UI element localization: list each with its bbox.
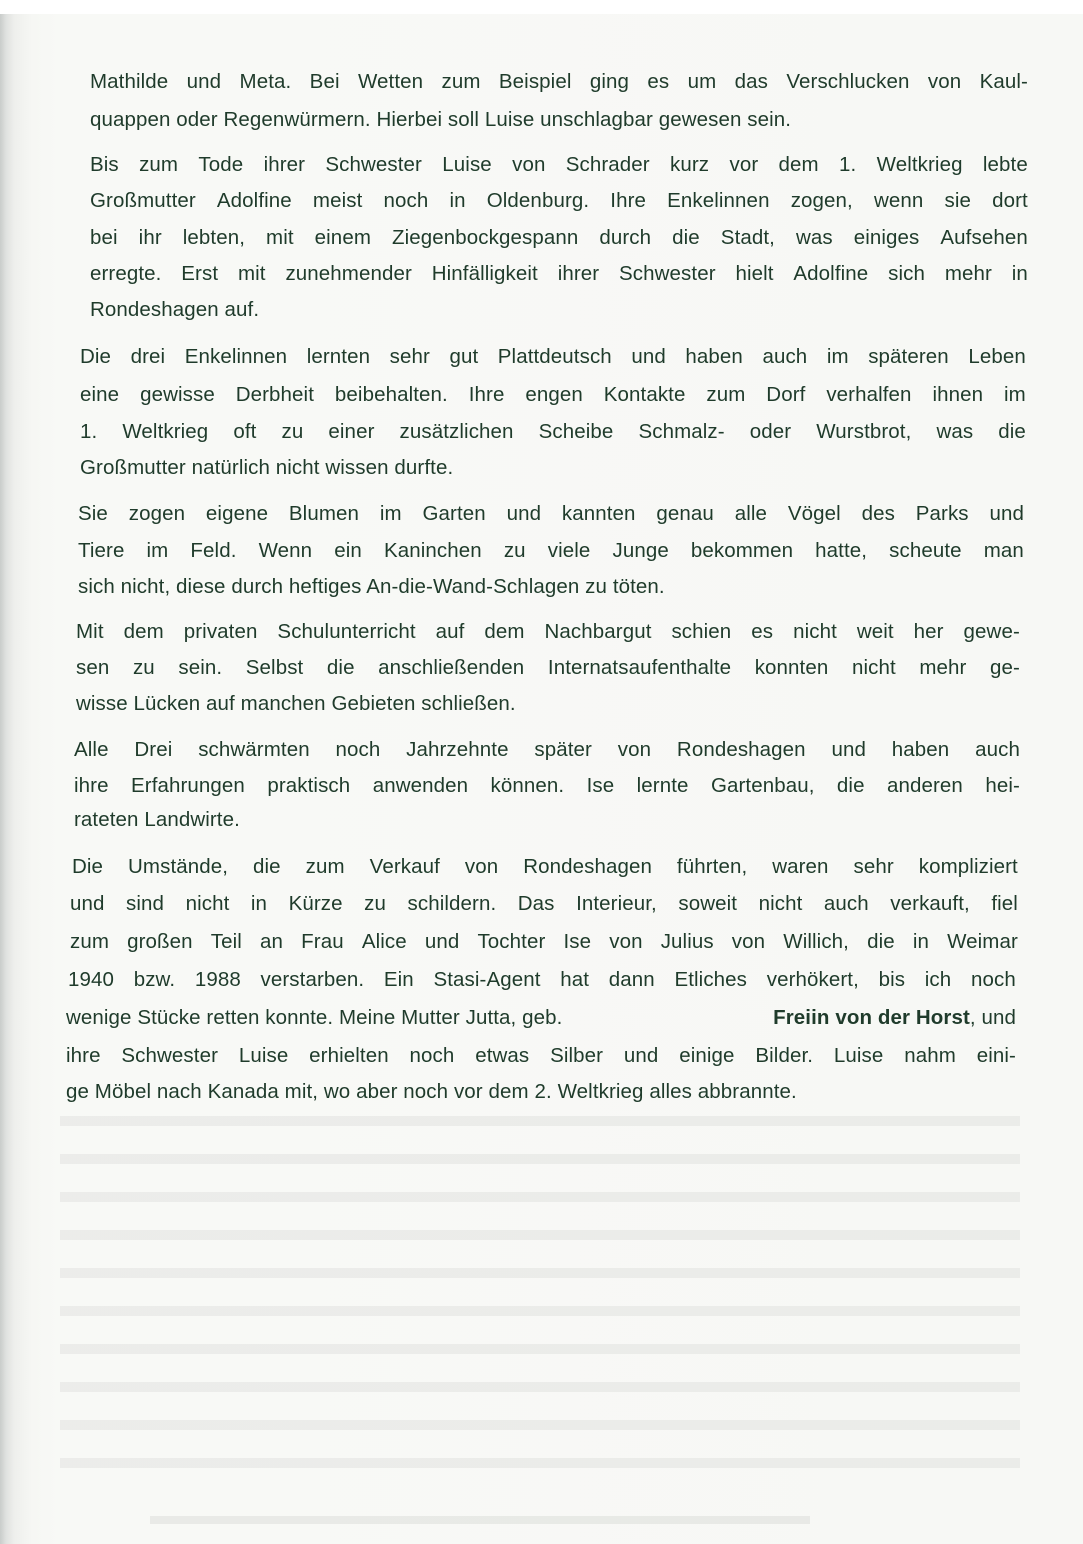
word: Erfahrungen bbox=[131, 774, 245, 797]
word: durch bbox=[599, 226, 652, 249]
word: Großmutter bbox=[90, 189, 196, 212]
word: Etliches bbox=[674, 968, 748, 991]
word: Sie bbox=[78, 502, 108, 525]
word: Wenn bbox=[258, 539, 313, 562]
word: lernte bbox=[636, 774, 689, 797]
word: Willich, bbox=[783, 930, 849, 953]
word: weit bbox=[856, 620, 894, 643]
word: Ise bbox=[586, 774, 615, 797]
word: Junge bbox=[612, 539, 669, 562]
word: von bbox=[464, 855, 499, 878]
word: schien bbox=[671, 620, 732, 643]
word: gewisse bbox=[140, 383, 215, 406]
word: 1940 bbox=[68, 968, 115, 991]
word: Enkelinnen bbox=[184, 345, 288, 368]
word: und bbox=[631, 345, 666, 368]
word: bzw. bbox=[133, 968, 176, 991]
word: ein bbox=[334, 539, 362, 562]
word: zusätzlichen bbox=[399, 420, 514, 443]
word: Teil bbox=[210, 930, 242, 953]
word: auf bbox=[435, 620, 465, 643]
word: zu bbox=[132, 656, 155, 679]
word: verhökert, bbox=[766, 968, 859, 991]
word: Schwester bbox=[619, 262, 716, 285]
word: hei- bbox=[985, 774, 1020, 797]
word: oder bbox=[749, 420, 792, 443]
word: eine bbox=[80, 383, 120, 406]
bold-name: Freiin von der Horst bbox=[773, 1006, 970, 1029]
word: sen bbox=[76, 656, 110, 679]
word: mehr bbox=[944, 262, 992, 285]
word: Rondeshagen bbox=[523, 855, 652, 878]
text-line bbox=[78, 502, 1024, 526]
word: von bbox=[927, 70, 962, 93]
word: dem bbox=[123, 620, 164, 643]
word: sie bbox=[944, 189, 971, 212]
text-line: quappen oder Regenwürmern. Hierbei soll Luise unschlagbar gewesen sein. bbox=[90, 108, 792, 131]
word: können. bbox=[490, 774, 565, 797]
word: Alle bbox=[74, 738, 109, 761]
word: Luise bbox=[833, 1044, 884, 1067]
word: zu bbox=[503, 539, 526, 562]
word: nahm bbox=[904, 1044, 956, 1067]
word: auch bbox=[762, 345, 808, 368]
text-line bbox=[66, 1044, 1016, 1068]
text-line bbox=[90, 70, 1028, 94]
word: ihnen bbox=[932, 383, 984, 406]
word: Adolfine bbox=[793, 262, 869, 285]
word: kannten bbox=[561, 502, 636, 525]
text-line bbox=[74, 738, 1020, 762]
word: Nachbargut bbox=[544, 620, 652, 643]
word: erhielten bbox=[309, 1044, 389, 1067]
text-line bbox=[76, 620, 1020, 644]
word: Schwester bbox=[121, 1044, 219, 1067]
word: Weltkrieg bbox=[122, 420, 209, 443]
word: noch bbox=[409, 1044, 455, 1067]
word: auch bbox=[823, 892, 869, 915]
word: gut bbox=[449, 345, 479, 368]
word: im bbox=[146, 539, 169, 562]
word: praktisch bbox=[267, 774, 351, 797]
word: ihr bbox=[138, 226, 162, 249]
word: Schwester bbox=[325, 153, 422, 176]
word: und bbox=[623, 1044, 659, 1067]
word: zunehmender bbox=[285, 262, 412, 285]
word: dem bbox=[778, 153, 819, 176]
word: und bbox=[186, 70, 222, 93]
word: an bbox=[260, 930, 284, 953]
word: Gartenbau, bbox=[710, 774, 815, 797]
word: engen bbox=[525, 383, 583, 406]
word: Hinfälligkeit bbox=[431, 262, 538, 285]
word: noch bbox=[335, 738, 381, 761]
text-line-start: wenige Stücke retten konnte. Meine Mutter Jutta, geb. bbox=[66, 1006, 563, 1029]
word: oft bbox=[233, 420, 257, 443]
word: die bbox=[672, 226, 700, 249]
word: ihre bbox=[66, 1044, 101, 1067]
word: Die bbox=[80, 345, 112, 368]
word: Schmalz- bbox=[638, 420, 725, 443]
word: fiel bbox=[991, 892, 1018, 915]
word: zum bbox=[139, 153, 179, 176]
word: schildern. bbox=[407, 892, 497, 915]
bold-name-group bbox=[773, 1006, 1016, 1030]
word: auch bbox=[975, 738, 1020, 761]
text-line bbox=[68, 968, 1016, 992]
text-line bbox=[90, 153, 1028, 177]
word: haben bbox=[891, 738, 950, 761]
word: Feld. bbox=[190, 539, 237, 562]
word: man bbox=[983, 539, 1024, 562]
word: im bbox=[1004, 383, 1026, 406]
word: Kaul- bbox=[979, 70, 1028, 93]
word: Umstände, bbox=[128, 855, 229, 878]
word: Meta. bbox=[239, 70, 292, 93]
text-line: rateten Landwirte. bbox=[74, 808, 240, 831]
word: die bbox=[867, 930, 895, 953]
word: späteren bbox=[868, 345, 949, 368]
word: alle bbox=[734, 502, 768, 525]
word: die bbox=[836, 774, 865, 797]
word: bis bbox=[878, 968, 906, 991]
word: wenn bbox=[873, 189, 924, 212]
word: Aufsehen bbox=[940, 226, 1028, 249]
word: nicht bbox=[851, 656, 896, 679]
word: sind bbox=[126, 892, 165, 915]
text-line bbox=[66, 1006, 1016, 1030]
word: Weltkrieg bbox=[876, 153, 963, 176]
word: hatte, bbox=[815, 539, 868, 562]
word: Beispiel bbox=[498, 70, 572, 93]
word: waren bbox=[772, 855, 829, 878]
word: ging bbox=[589, 70, 630, 93]
word: Interieur, bbox=[576, 892, 657, 915]
word: drei bbox=[130, 345, 166, 368]
word: Tiere bbox=[78, 539, 125, 562]
text-line bbox=[90, 226, 1028, 250]
text-line bbox=[80, 383, 1026, 407]
word: sehr bbox=[389, 345, 430, 368]
word: nicht bbox=[793, 620, 837, 643]
word: Adolfine bbox=[216, 189, 292, 212]
word: Derbheit bbox=[235, 383, 315, 406]
word: Kaninchen bbox=[383, 539, 482, 562]
word: zu bbox=[364, 892, 386, 915]
word: das bbox=[734, 70, 769, 93]
word: 1. bbox=[839, 153, 857, 176]
word: die bbox=[253, 855, 281, 878]
word: meist bbox=[312, 189, 363, 212]
word: lebten, bbox=[182, 226, 246, 249]
word: Julius bbox=[660, 930, 714, 953]
word: Enkelinnen bbox=[667, 189, 770, 212]
word: Luise bbox=[442, 153, 492, 176]
word: Kürze bbox=[288, 892, 343, 915]
word: von bbox=[512, 153, 546, 176]
word: Wurstbrot, bbox=[816, 420, 912, 443]
word: verkauft, bbox=[890, 892, 970, 915]
word: mit bbox=[237, 262, 266, 285]
word: hielt bbox=[735, 262, 774, 285]
word: einige bbox=[679, 1044, 735, 1067]
word: Blumen bbox=[288, 502, 360, 525]
word: in bbox=[912, 930, 929, 953]
word: mehr bbox=[919, 656, 967, 679]
text-line bbox=[70, 930, 1018, 954]
word: Tode bbox=[198, 153, 244, 176]
word: Tochter bbox=[477, 930, 546, 953]
word: sich bbox=[888, 262, 925, 285]
text-line bbox=[70, 892, 1018, 916]
word: lebte bbox=[982, 153, 1028, 176]
word: von bbox=[609, 930, 643, 953]
word: kompliziert bbox=[918, 855, 1018, 878]
word: scheute bbox=[889, 539, 962, 562]
word: und bbox=[989, 502, 1024, 525]
text-line: sich nicht, diese durch heftiges An-die-Wand-Schlagen zu töten. bbox=[78, 575, 665, 598]
word: 1. bbox=[80, 420, 98, 443]
word: mit bbox=[266, 226, 294, 249]
text-line bbox=[80, 420, 1026, 444]
word: dort bbox=[992, 189, 1028, 212]
word: anschließenden bbox=[378, 656, 525, 679]
word: Die bbox=[72, 855, 104, 878]
word: ge- bbox=[990, 656, 1020, 679]
word: Bilder. bbox=[755, 1044, 814, 1067]
word: in bbox=[449, 189, 466, 212]
word: bekommen bbox=[690, 539, 794, 562]
word: Mit bbox=[76, 620, 104, 643]
text-line bbox=[72, 855, 1018, 879]
word: Schrader bbox=[565, 153, 650, 176]
word: Weimar bbox=[947, 930, 1018, 953]
word: Parks bbox=[915, 502, 969, 525]
word: viele bbox=[547, 539, 591, 562]
word: einem bbox=[314, 226, 371, 249]
word: soweit bbox=[678, 892, 738, 915]
word: anwenden bbox=[372, 774, 469, 797]
word: im bbox=[379, 502, 402, 525]
word: Oldenburg. bbox=[486, 189, 590, 212]
word: Luise bbox=[238, 1044, 289, 1067]
word: privaten bbox=[183, 620, 258, 643]
word: noch bbox=[383, 189, 429, 212]
word: nicht bbox=[758, 892, 803, 915]
word: Rondeshagen bbox=[676, 738, 806, 761]
word: Verkauf bbox=[369, 855, 440, 878]
word: Stasi-Agent bbox=[433, 968, 541, 991]
word: zogen bbox=[128, 502, 186, 525]
after-bold-text: , und bbox=[969, 1006, 1016, 1029]
word: Plattdeutsch bbox=[497, 345, 612, 368]
text-line bbox=[78, 539, 1024, 563]
word: in bbox=[250, 892, 268, 915]
word: zum bbox=[70, 930, 110, 953]
word: beibehalten. bbox=[334, 383, 448, 406]
word: ihre bbox=[74, 774, 109, 797]
word: zu bbox=[281, 420, 304, 443]
word: zum bbox=[305, 855, 345, 878]
word: von bbox=[731, 930, 766, 953]
word: zum bbox=[706, 383, 746, 406]
word: zogen, bbox=[790, 189, 853, 212]
word: was bbox=[795, 226, 833, 249]
text-line: wisse Lücken auf manchen Gebieten schließen. bbox=[76, 692, 516, 715]
word: verhalfen bbox=[826, 383, 912, 406]
text-line bbox=[80, 345, 1026, 369]
word: Bis bbox=[90, 153, 119, 176]
word: Ein bbox=[383, 968, 414, 991]
word: Garten bbox=[422, 502, 486, 525]
word: Verschlucken bbox=[786, 70, 910, 93]
word: einer bbox=[328, 420, 375, 443]
word: Erst bbox=[181, 262, 219, 285]
word: Jahrzehnte bbox=[406, 738, 509, 761]
word: kurz bbox=[670, 153, 710, 176]
word: bei bbox=[90, 226, 118, 249]
word: konnten bbox=[754, 656, 829, 679]
word: ihrer bbox=[557, 262, 600, 285]
word: was bbox=[936, 420, 974, 443]
word: Stadt, bbox=[720, 226, 775, 249]
word: etwas bbox=[475, 1044, 530, 1067]
text-line: Rondeshagen auf. bbox=[90, 298, 260, 321]
word: dem bbox=[484, 620, 525, 643]
word: von bbox=[617, 738, 652, 761]
word: 1988 bbox=[194, 968, 241, 991]
word: und bbox=[424, 930, 460, 953]
word: lernten bbox=[306, 345, 371, 368]
word: vor bbox=[729, 153, 759, 176]
word: Bei bbox=[309, 70, 340, 93]
word: und bbox=[70, 892, 105, 915]
word: es bbox=[751, 620, 774, 643]
word: erregte. bbox=[90, 262, 162, 285]
word: eini- bbox=[976, 1044, 1016, 1067]
word: Internatsaufenthalte bbox=[547, 656, 732, 679]
text-line: Großmutter natürlich nicht wissen durfte. bbox=[80, 456, 454, 479]
word: genau bbox=[656, 502, 714, 525]
word: Ihre bbox=[610, 189, 647, 212]
word: sehr bbox=[853, 855, 894, 878]
word: und bbox=[506, 502, 542, 525]
text-line bbox=[90, 189, 1028, 213]
word: um bbox=[687, 70, 717, 93]
word: Vögel bbox=[787, 502, 841, 525]
word: ihrer bbox=[263, 153, 306, 176]
text-line bbox=[76, 656, 1020, 680]
word: Frau bbox=[301, 930, 344, 953]
word: nicht bbox=[185, 892, 230, 915]
word: sein. bbox=[178, 656, 223, 679]
text-line: ge Möbel nach Kanada mit, wo aber noch vor dem 2. Weltkrieg alles abbrannte. bbox=[66, 1080, 797, 1103]
word: Drei bbox=[134, 738, 173, 761]
word: Kontakte bbox=[603, 383, 686, 406]
word: Silber bbox=[550, 1044, 604, 1067]
word: es bbox=[647, 70, 670, 93]
word: noch bbox=[970, 968, 1016, 991]
word: Ise bbox=[563, 930, 592, 953]
text-line bbox=[90, 262, 1028, 286]
word: schwärmten bbox=[198, 738, 310, 761]
word: später bbox=[534, 738, 592, 761]
text-line bbox=[74, 774, 1020, 798]
word: Ihre bbox=[468, 383, 505, 406]
word: Selbst bbox=[245, 656, 304, 679]
word: Mathilde bbox=[90, 70, 169, 93]
word: Scheibe bbox=[538, 420, 614, 443]
word: die bbox=[326, 656, 355, 679]
word: einiges bbox=[853, 226, 920, 249]
word: ich bbox=[924, 968, 952, 991]
word: her bbox=[913, 620, 944, 643]
word: Alice bbox=[361, 930, 407, 953]
word: Schulunterricht bbox=[277, 620, 416, 643]
word: verstarben. bbox=[260, 968, 365, 991]
word: Leben bbox=[968, 345, 1026, 368]
word: zum bbox=[441, 70, 481, 93]
word: in bbox=[1011, 262, 1028, 285]
word: eigene bbox=[205, 502, 269, 525]
word: führten, bbox=[676, 855, 748, 878]
word: anderen bbox=[887, 774, 963, 797]
word: im bbox=[826, 345, 849, 368]
word: dann bbox=[608, 968, 655, 991]
word: die bbox=[998, 420, 1026, 443]
word: Wetten bbox=[357, 70, 424, 93]
word: großen bbox=[127, 930, 193, 953]
word: hat bbox=[560, 968, 590, 991]
word: und bbox=[831, 738, 866, 761]
word: gewe- bbox=[963, 620, 1020, 643]
word: Das bbox=[517, 892, 555, 915]
word: Dorf bbox=[766, 383, 806, 406]
word: Ziegenbockgespann bbox=[392, 226, 579, 249]
word: des bbox=[861, 502, 895, 525]
word: haben bbox=[685, 345, 743, 368]
